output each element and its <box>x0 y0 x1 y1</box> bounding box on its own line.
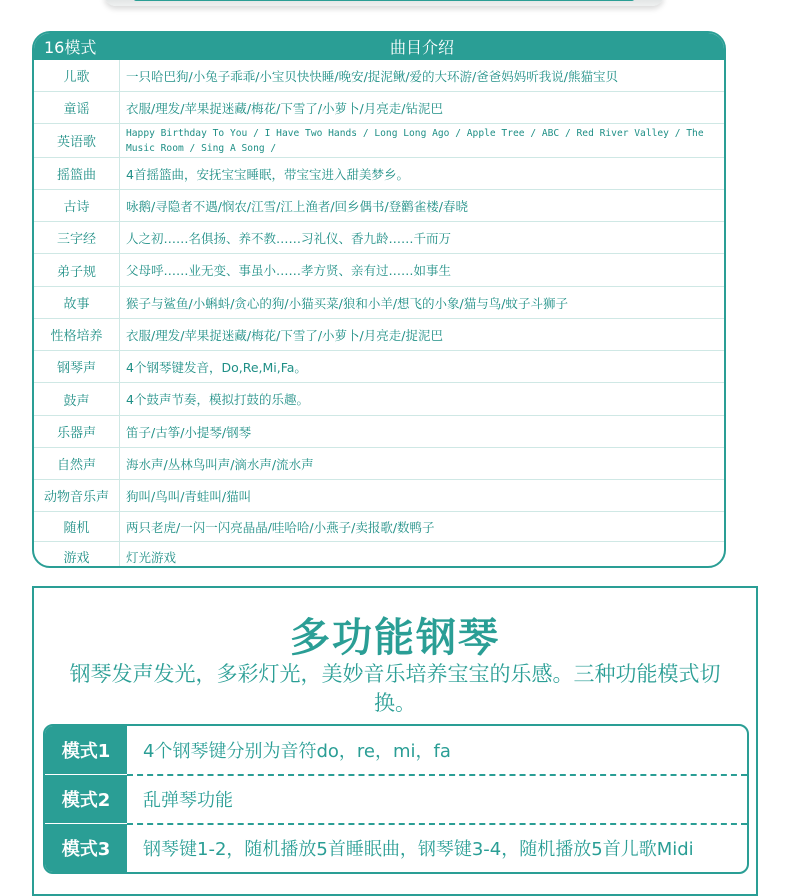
row-content: 4个钢琴键发音，Do,Re,Mi,Fa。 <box>126 359 307 375</box>
row-mode: 乐器声 <box>34 416 120 447</box>
row-content: 一只哈巴狗/小兔子乖乖/小宝贝快快睡/晚安/捉泥鳅/爱的大环游/爸爸妈妈听我说/熊猫宝贝 <box>126 68 618 84</box>
table-row <box>34 319 724 351</box>
row-content: Happy Birthday To You / I Have Two Hands / Long Long Ago / Apple Tree / ABC / Red River Valley / The Music Room / Sing A Song / <box>126 127 704 154</box>
row-mode: 随机 <box>34 512 120 541</box>
table-row <box>34 416 724 448</box>
row-content: 狗叫/鸟叫/青蛙叫/猫叫 <box>126 488 252 504</box>
row-content: 父母呼……业无变、事虽小……孝方贤、亲有过……如事生 <box>126 263 452 278</box>
dashed-divider <box>127 823 747 825</box>
row-content: 两只老虎/一闪一闪亮晶晶/哇哈哈/小燕子/卖报歌/数鸭子 <box>126 519 435 535</box>
row-content: 衣服/理发/苹果捉迷藏/梅花/下雪了/小萝卜/月亮走/钻泥巴 <box>126 100 443 116</box>
table-row <box>34 287 724 319</box>
feature-description: 钢琴发声发光，多彩灯光，美妙音乐培养宝宝的乐感。三种功能模式切换。 <box>69 662 721 715</box>
header-mode: 16模式 <box>44 37 97 57</box>
mode-text: 钢琴键1-2，随机播放5首睡眠曲，钢琴键3-4，随机播放5首儿歌Midi <box>143 839 694 860</box>
dashed-divider <box>127 774 747 776</box>
table-row <box>34 351 724 383</box>
row-content: 灯光游戏 <box>126 549 177 565</box>
mode-row <box>45 726 747 774</box>
row-mode: 英语歌 <box>34 124 120 157</box>
row-mode: 钢琴声 <box>34 351 120 382</box>
row-content: 猴子与鲨鱼/小蝌蚪/贪心的狗/小猫买菜/狼和小羊/想飞的小象/猫与鸟/蚊子斗狮子 <box>126 295 568 311</box>
table-row <box>34 448 724 480</box>
row-content: 咏鹅/寻隐者不遇/悯农/江雪/江上渔者/回乡偶书/登鹳雀楼/春晓 <box>126 198 468 214</box>
feature-panel <box>32 586 758 896</box>
row-mode: 鼓声 <box>34 383 120 415</box>
mode-label: 模式2 <box>45 775 127 823</box>
mode-row <box>45 824 747 872</box>
row-mode: 摇篮曲 <box>34 158 120 189</box>
table-row <box>34 480 724 512</box>
row-content: 4个鼓声节奏，模拟打鼓的乐趣。 <box>126 392 309 407</box>
table-row <box>34 92 724 124</box>
row-content: 笛子/古筝/小提琴/钢琴 <box>126 424 252 440</box>
table-header <box>34 33 724 60</box>
table-row <box>34 124 724 158</box>
mode-list <box>43 724 749 874</box>
mode-text: 4个钢琴键分别为音符do，re，mi，fa <box>143 741 451 762</box>
mode-label: 模式1 <box>45 726 127 774</box>
row-content: 衣服/理发/苹果捉迷藏/梅花/下雪了/小萝卜/月亮走/捉泥巴 <box>126 327 443 343</box>
row-mode: 童谣 <box>34 92 120 123</box>
row-mode: 故事 <box>34 287 120 318</box>
row-mode: 游戏 <box>34 542 120 568</box>
mode-text: 乱弹琴功能 <box>143 790 233 811</box>
row-mode: 动物音乐声 <box>34 480 120 511</box>
table-row <box>34 158 724 190</box>
feature-title: 多功能钢琴 <box>290 615 500 661</box>
mode-label: 模式3 <box>45 824 127 872</box>
row-mode: 自然声 <box>34 448 120 479</box>
row-mode: 性格培养 <box>34 319 120 350</box>
row-content: 人之初……名俱扬、养不教……习礼仪、香九龄……千而万 <box>126 230 452 246</box>
row-content: 4首摇篮曲，安抚宝宝睡眠，带宝宝进入甜美梦乡。 <box>126 166 409 182</box>
mode-row <box>45 775 747 823</box>
table-row <box>34 383 724 416</box>
row-content: 海水声/丛林鸟叫声/滴水声/流水声 <box>126 456 314 472</box>
table-row <box>34 542 724 568</box>
header-content: 曲目介绍 <box>389 37 454 57</box>
mode-table <box>32 31 726 568</box>
table-row <box>34 190 724 222</box>
table-row <box>34 512 724 542</box>
table-row <box>34 222 724 254</box>
row-mode: 儿歌 <box>34 60 120 91</box>
row-mode: 古诗 <box>34 190 120 221</box>
label-divider <box>45 823 127 824</box>
label-divider <box>45 774 127 775</box>
row-mode: 弟子规 <box>34 254 120 286</box>
table-row <box>34 254 724 287</box>
row-mode: 三字经 <box>34 222 120 253</box>
product-image-edge <box>104 0 664 6</box>
table-row <box>34 60 724 92</box>
